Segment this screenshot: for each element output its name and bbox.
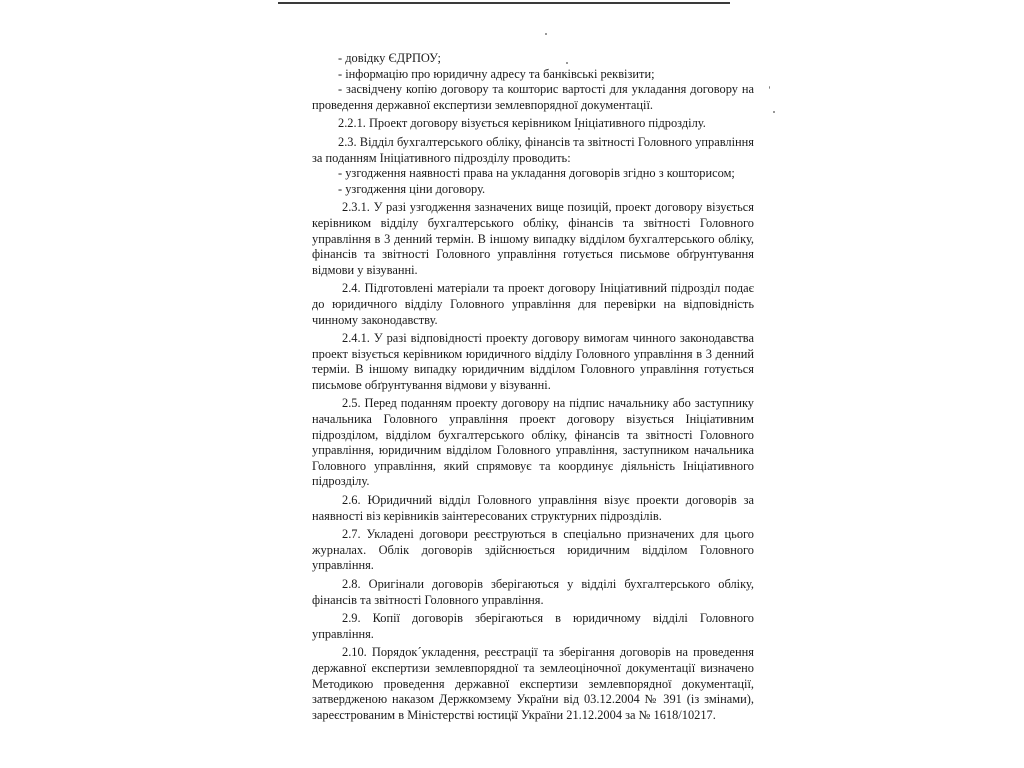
clause-2-4-1: 2.4.1. У разі відповідності проекту договору вимогам чинного законодавства проект візується керівником юридичного відділу Головного управління в 3 денний терміи. В іншому випадку юридичним відділом Головного управління готується письмове обґрунтування відмови у візуванні. <box>312 331 754 392</box>
document-page <box>312 51 754 723</box>
clause-2-6: 2.6. Юридичний відділ Головного управління візує проекти договорів за наявності віз керівників заінтересованих структурних підрозділів. <box>312 493 754 523</box>
list-item-edrpou: - довідку ЄДРПОУ; <box>338 51 441 65</box>
clause-2-3-1: 2.3.1. У разі узгодження зазначених вище позицій, проект договору візується керівником відділу бухгалтерського обліку, фінансів та звітності Головного управління в 3 денний термін. В іншому випадку відділом бухгалтерського обліку, фінансів та звітності Головного управління готується письмове обґрунтування відмови у візуванні. <box>312 200 754 277</box>
scan-speck <box>773 111 775 113</box>
list-item-price-check: - узгодження ціни договору. <box>338 181 486 196</box>
clause-2-3: 2.3. Відділ бухгалтерського обліку, фінансів та звітності Головного управління за поданням Ініціативного підрозділу проводить: <box>312 134 754 165</box>
scan-speck <box>545 33 547 35</box>
list-item-contract-copy: - засвідчену копію договору та кошторис вартості для укладання договору на проведення державної експертизи землевпорядної документації. <box>312 82 754 112</box>
list-item-rights-check: - узгодження наявності права на укладання договорів згідно з кошторисом; <box>338 166 735 181</box>
clause-2-7: 2.7. Укладені договори реєструються в спеціально призначених для цього журналах. Облік договорів здійснюється юридичним відділом Головного управління. <box>312 527 754 573</box>
clause-2-8: 2.8. Оригінали договорів зберігаються у відділі бухгалтерського обліку, фінансів та звітності Головного управління. <box>312 577 754 607</box>
list-item-legal-address: - інформацію про юридичну адресу та банківські реквізити; <box>338 66 655 81</box>
scan-speck <box>769 86 770 89</box>
clause-2-4: 2.4. Підготовлені матеріали та проект договору Ініціативний підрозділ подає до юридичного відділу Головного управління для перевірки на відповідність чинному законодавству. <box>312 281 754 327</box>
scan-top-edge <box>278 2 730 4</box>
clause-2-9: 2.9. Копії договорів зберігаються в юридичному відділі Головного управління. <box>312 611 754 641</box>
clause-2-2-1: 2.2.1. Проект договору візується керівником Ініціативного підрозділу. <box>338 116 706 131</box>
clause-2-10: 2.10. Порядок´укладення, реєстрації та зберігання договорів на проведення державної експертизи землевпорядної та землеоціночної документації визначено Методикою проведення державної експертизи землевпорядної документації, затвердженою наказом Держкомзему України від 03.12.2004 № 391 (із змінами), зареєстрованим в Міністерстві юстиції України 21.12.2004 за № 1618/10217. <box>312 645 754 722</box>
clause-2-5: 2.5. Перед поданням проекту договору на підпис начальнику або заступнику начальника Головного управління проект договору візується Ініціативним підрозділом, відділом бухгалтерського обліку, фінансів та звітності Головного управління, юридичним відділом Головного управління, заступником начальника Головного управління, який спрямовує та координує діяльність Ініціативного підрозділу. <box>312 396 754 489</box>
